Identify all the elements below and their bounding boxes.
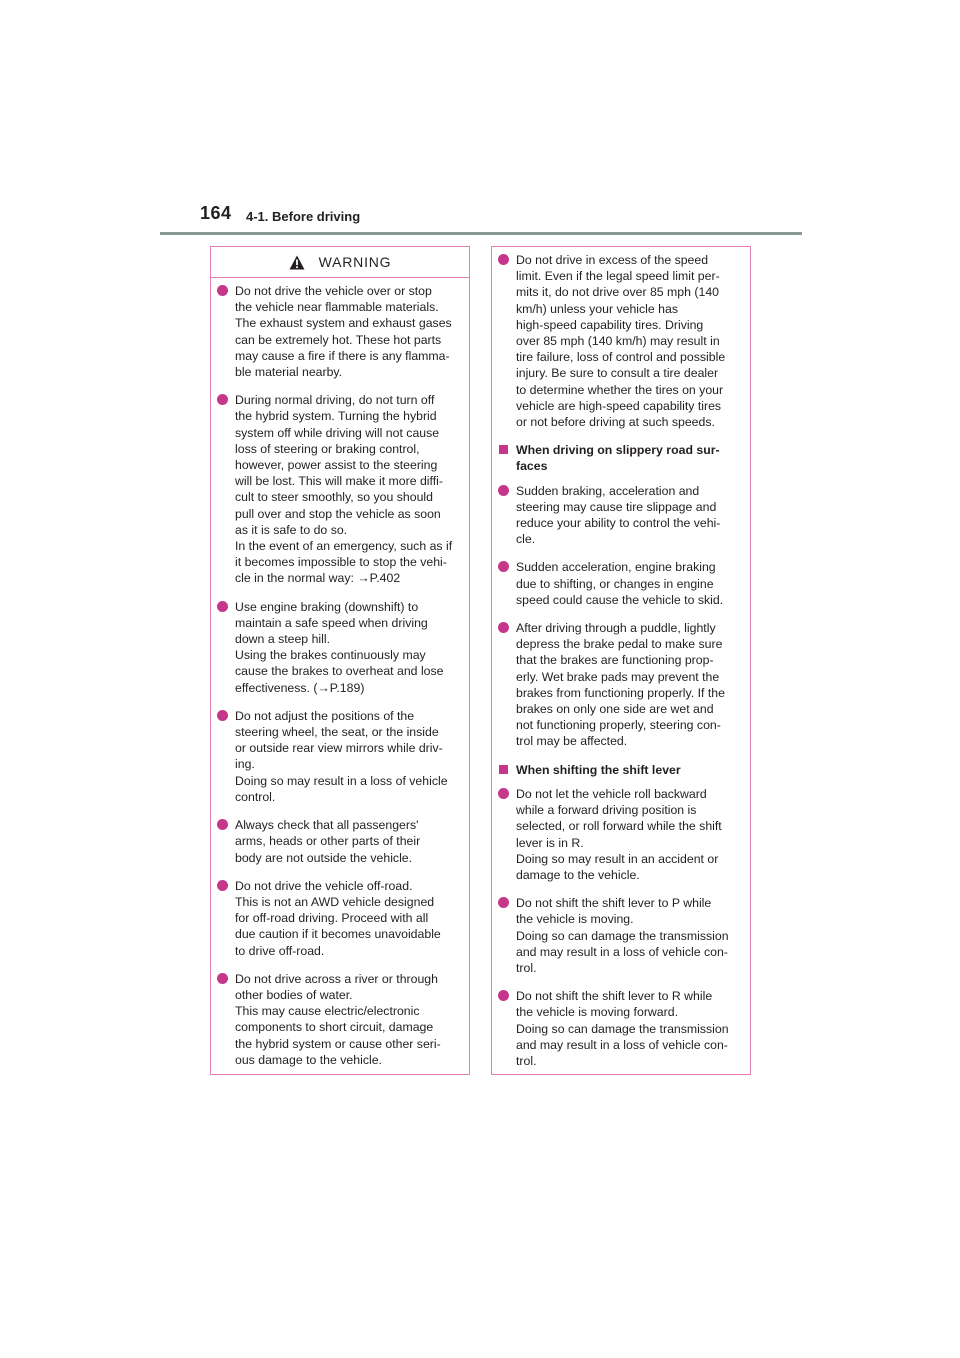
text-line: injury. Be sure to consult a tire dealer <box>516 366 719 381</box>
text-line: Doing so can damage the transmission <box>516 1021 729 1036</box>
text-line: high-speed capability tires. Driving <box>516 317 704 332</box>
right-column-content <box>492 247 750 1069</box>
text-line: This may cause electric/electronic <box>235 1004 420 1019</box>
text-line: due to shifting, or changes in engine <box>516 576 714 591</box>
text-line: for off-road driving. Proceed with all <box>235 911 429 926</box>
round-bullet-icon <box>498 254 509 265</box>
text-line: the hybrid system. Turning the hybrid <box>235 409 437 424</box>
section-title: 4-1. Before driving <box>246 209 361 224</box>
round-bullet-icon <box>498 897 509 908</box>
round-bullet-icon <box>217 710 228 721</box>
bullet-item <box>498 988 744 1069</box>
text-line: steering may cause tire slippage and <box>516 499 717 514</box>
text-line: Doing so may result in a loss of vehicle <box>235 773 448 788</box>
text-line: cle. <box>516 532 536 547</box>
left-column-content <box>211 278 469 1068</box>
warning-box-right <box>491 246 751 1075</box>
text-line: will be lost. This will make it more diffi- <box>235 474 443 489</box>
text-line: Do not shift the shift lever to R while <box>516 989 713 1004</box>
text-line: Doing so may result in an accident or <box>516 851 719 866</box>
text-line: Do not drive in excess of the speed <box>516 253 709 267</box>
text-line: to determine whether the tires on your <box>516 382 724 397</box>
text-line: Use engine braking (downshift) to <box>235 599 419 614</box>
text-line: or not before driving at such speeds. <box>516 415 715 430</box>
text-line: trol. <box>516 960 537 975</box>
bullet-item <box>498 483 744 548</box>
bullet-item <box>217 283 463 380</box>
page-number: 164 <box>200 203 232 223</box>
round-bullet-icon <box>217 285 228 296</box>
text-line: Sudden acceleration, engine braking <box>516 560 716 575</box>
text-line: cause the brakes to overheat and lose <box>235 664 444 679</box>
text-line: arms, heads or other parts of their <box>235 834 421 849</box>
text-line: tire failure, loss of control and possible <box>516 350 726 365</box>
text-line: Sudden braking, acceleration and <box>516 483 700 498</box>
text-line: it becomes impossible to stop the vehi- <box>235 555 447 570</box>
text-line: may cause a fire if there is any flamma- <box>235 348 450 363</box>
round-bullet-icon <box>217 394 228 405</box>
header-rule <box>160 232 802 235</box>
bullet-item <box>498 620 744 750</box>
text-line: faces <box>516 459 548 474</box>
text-line: loss of steering or braking control, <box>235 441 420 456</box>
text-line: over 85 mph (140 km/h) may result in <box>516 334 720 349</box>
text-line: mits it, do not drive over 85 mph (140 <box>516 285 719 300</box>
text-line: and may result in a loss of vehicle con- <box>516 944 728 959</box>
text-line: the hybrid system or cause other seri- <box>235 1036 441 1051</box>
text-line: maintain a safe speed when driving <box>235 615 428 630</box>
text-line: Do not drive across a river or through <box>235 971 438 986</box>
text-line: When driving on slippery road sur- <box>516 443 720 458</box>
warning-header <box>211 247 469 278</box>
text-line: selected, or roll forward while the shift <box>516 819 722 834</box>
text-line: During normal driving, do not turn off <box>235 393 435 408</box>
round-bullet-icon <box>498 622 509 633</box>
text-line: ble material nearby. <box>235 365 343 380</box>
text-line: pull over and stop the vehicle as soon <box>235 506 441 521</box>
text-line: Do not adjust the positions of the <box>235 708 415 723</box>
bullet-item <box>217 708 463 805</box>
warning-title: WARNING <box>318 254 392 270</box>
text-line: Do not drive the vehicle over or stop <box>235 284 432 298</box>
text-line: Do not drive the vehicle off-road. <box>235 878 413 893</box>
text-line: other bodies of water. <box>235 987 353 1002</box>
subheading <box>498 442 744 474</box>
text-line: however, power assist to the steering <box>235 458 438 473</box>
text-line: the vehicle is moving. <box>516 912 634 927</box>
text-line: cle in the normal way: →P.402 <box>235 571 401 586</box>
square-bullet-icon <box>499 765 508 774</box>
text-line: the vehicle near flammable materials. <box>235 300 439 315</box>
text-line: Doing so can damage the transmission <box>516 928 729 943</box>
text-line: lever is in R. <box>516 835 584 850</box>
bullet-item <box>498 559 744 608</box>
text-line: cult to steer smoothly, so you should <box>235 490 433 505</box>
text-line: brakes on only one side are wet and <box>516 702 714 717</box>
text-line: or outside rear view mirrors while driv- <box>235 741 443 756</box>
text-line: Using the brakes continuously may <box>235 648 426 663</box>
text-line: damage to the vehicle. <box>516 867 640 882</box>
text-line: Always check that all passengers' <box>235 818 419 833</box>
text-line: ing. <box>235 757 255 772</box>
text-line: The exhaust system and exhaust gases <box>235 316 452 331</box>
bullet-item <box>217 878 463 959</box>
bullet-item <box>217 599 463 696</box>
text-line: not functioning properly, steering con- <box>516 718 721 733</box>
text-line: body are not outside the vehicle. <box>235 850 413 865</box>
text-line: Do not let the vehicle roll backward <box>516 786 707 801</box>
text-line: This is not an AWD vehicle designed <box>235 894 435 909</box>
text-line: while a forward driving position is <box>516 803 697 818</box>
text-line: depress the brake pedal to make sure <box>516 637 723 652</box>
text-line: to drive off-road. <box>235 943 325 958</box>
bullet-item <box>217 817 463 866</box>
round-bullet-icon <box>498 990 509 1001</box>
round-bullet-icon <box>217 880 228 891</box>
bullet-item <box>217 971 463 1068</box>
text-line: and may result in a loss of vehicle con- <box>516 1037 728 1052</box>
text-line: ous damage to the vehicle. <box>235 1052 382 1067</box>
text-line: control. <box>235 789 276 804</box>
text-line: speed could cause the vehicle to skid. <box>516 592 724 607</box>
bullet-item <box>498 895 744 976</box>
square-bullet-icon <box>499 445 508 454</box>
text-line: system off while driving will not cause <box>235 425 440 440</box>
warning-box-left <box>210 246 470 1075</box>
text-line: After driving through a puddle, lightly <box>516 621 716 636</box>
text-line: trol may be affected. <box>516 734 628 749</box>
round-bullet-icon <box>498 788 509 799</box>
text-line: When shifting the shift lever <box>516 762 681 777</box>
text-line: can be extremely hot. These hot parts <box>235 332 442 347</box>
text-line: In the event of an emergency, such as if <box>235 539 453 554</box>
round-bullet-icon <box>217 973 228 984</box>
text-line: the vehicle is moving forward. <box>516 1005 678 1020</box>
text-line: reduce your ability to control the vehi- <box>516 516 721 531</box>
text-line: vehicle are high-speed capability tires <box>516 398 722 413</box>
text-line: erly. Wet brake pads may prevent the <box>516 669 720 684</box>
bullet-item <box>217 392 463 586</box>
text-line: brakes from functioning properly. If the <box>516 685 725 700</box>
text-line: that the brakes are functioning prop- <box>516 653 714 668</box>
text-line: steering wheel, the seat, or the inside <box>235 725 439 740</box>
text-line: down a steep hill. <box>235 632 331 647</box>
subheading <box>498 762 744 778</box>
text-line: as it is safe to do so. <box>235 522 348 537</box>
text-line: trol. <box>516 1053 537 1068</box>
text-line: effectiveness. (→P.189) <box>235 680 365 695</box>
text-line: km/h) unless your vehicle has <box>516 301 678 316</box>
warning-triangle-icon <box>289 255 305 270</box>
text-line: due caution if it becomes unavoidable <box>235 927 441 942</box>
round-bullet-icon <box>498 561 509 572</box>
round-bullet-icon <box>498 485 509 496</box>
text-line: limit. Even if the legal speed limit per- <box>516 269 720 284</box>
bullet-item <box>498 252 744 430</box>
text-line: components to short circuit, damage <box>235 1020 434 1035</box>
round-bullet-icon <box>217 601 228 612</box>
round-bullet-icon <box>217 819 228 830</box>
text-line: Do not shift the shift lever to P while <box>516 896 712 911</box>
bullet-item <box>498 786 744 883</box>
